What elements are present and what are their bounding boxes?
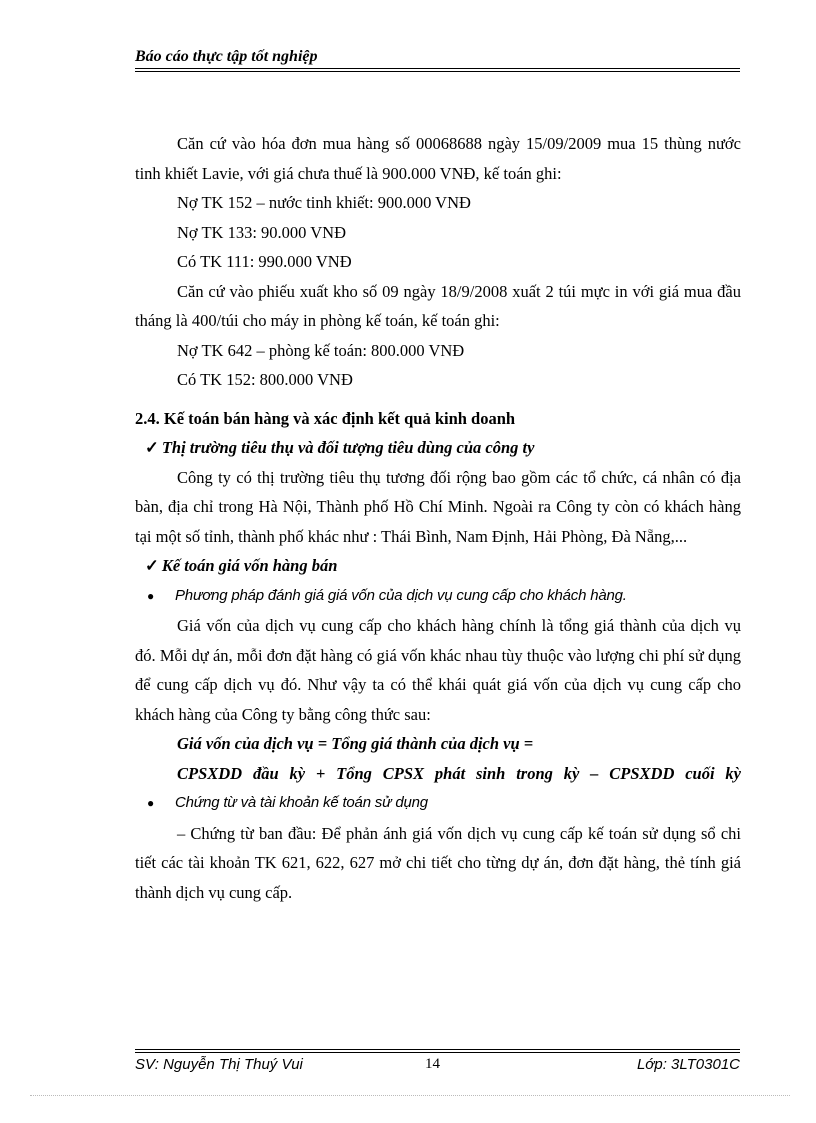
- page-bottom-divider: [30, 1095, 790, 1096]
- header-rule-thin: [135, 71, 740, 72]
- entry-debit-152: Nợ TK 152 – nước tinh khiết: 900.000 VNĐ: [177, 193, 471, 212]
- bullet-item-label: Chứng từ và tài khoản kế toán sử dụng: [175, 794, 428, 811]
- bullet-icon: ●: [147, 796, 155, 810]
- bullet-item-label: Phương pháp đánh giá giá vốn của dịch vụ cung cấp cho khách hàng.: [175, 586, 627, 604]
- footer-student-name: SV: Nguyễn Thị Thuý Vui: [135, 1056, 303, 1073]
- footer-page-number: 14: [425, 1056, 440, 1072]
- footer-rule: [135, 1052, 740, 1053]
- footer-rule-thin: [135, 1049, 740, 1050]
- checkmark-icon: ✓: [145, 556, 159, 575]
- paragraph-warehouse-slip: Căn cứ vào phiếu xuất kho số 09 ngày 18/9/2008 xuất 2 túi mực in với giá mua đầu tháng là 400/túi cho máy in phòng kế toán, kế toán ghi:: [135, 281, 741, 330]
- check-item-market: [135, 433, 741, 463]
- footer-class: Lớp: 3LT0301C: [636, 1056, 740, 1073]
- check-item-label: Kế toán giá vốn hàng bán: [161, 556, 338, 575]
- checkmark-icon: ✓: [145, 438, 159, 457]
- entry-debit-133: Nợ TK 133: 90.000 VNĐ: [177, 222, 346, 242]
- entry-debit-642: Nợ TK 642 – phòng kế toán: 800.000 VNĐ: [177, 340, 465, 360]
- paragraph-cost: Giá vốn của dịch vụ cung cấp cho khách hàng chính là tổng giá thành của dịch vụ đó. Mỗi dự án, mỗi đơn đặt hàng có giá vốn khác nhau tùy thuộc vào lượng chi phí sử dụng để cung cấp dịch vụ đó. Như vậy ta có thể khái quát giá vốn của dịch vụ cung cấp cho khách hàng của Công ty bằng công thức sau:: [135, 616, 741, 724]
- formula-line-1: Giá vốn của dịch vụ = Tổng giá thành của dịch vụ =: [177, 734, 534, 753]
- paragraph-documents: – Chứng từ ban đầu: Để phản ánh giá vốn dịch vụ cung cấp kế toán sử dụng sổ chi tiết các tài khoản TK 621, 622, 627 mở chi tiết cho từng dự án, đơn đặt hàng, thẻ tính giá thành dịch vụ cung cấp.: [135, 823, 741, 902]
- document-body: [135, 129, 741, 907]
- formula-line-2: CPSXDD đầu kỳ + Tổng CPSX phát sinh trong kỳ – CPSXDD cuối kỳ: [177, 763, 741, 783]
- bullet-item-method: [135, 581, 741, 612]
- check-item-cost: [135, 551, 741, 581]
- paragraph-market: Công ty có thị trường tiêu thụ tương đối rộng bao gồm các tổ chức, cá nhân có địa bàn, địa chỉ trong Hà Nội, Thành phố Hồ Chí Minh. Ngoài ra Công ty còn có khách hàng tại một số tỉnh, thành phố khác như : Thái Bình, Nam Định, Hải Phòng, Đà Nẵng,...: [135, 467, 741, 546]
- bullet-item-documents: [135, 788, 741, 819]
- entry-credit-152: Có TK 152: 800.000 VNĐ: [177, 370, 353, 389]
- check-item-label: Thị trường tiêu thụ và đối tượng tiêu dùng của công ty: [161, 438, 535, 457]
- page-header-title: Báo cáo thực tập tốt nghiệp: [135, 48, 318, 65]
- entry-credit-111: Có TK 111: 990.000 VNĐ: [177, 252, 352, 271]
- paragraph-invoice: Căn cứ vào hóa đơn mua hàng số 00068688 ngày 15/09/2009 mua 15 thùng nước tinh khiết Lavie, với giá chưa thuế là 900.000 VNĐ, kế toán ghi:: [135, 134, 741, 183]
- header-rule: [135, 68, 740, 69]
- section-heading: 2.4. Kế toán bán hàng và xác định kết quả kinh doanh: [135, 408, 516, 428]
- bullet-icon: ●: [147, 588, 155, 603]
